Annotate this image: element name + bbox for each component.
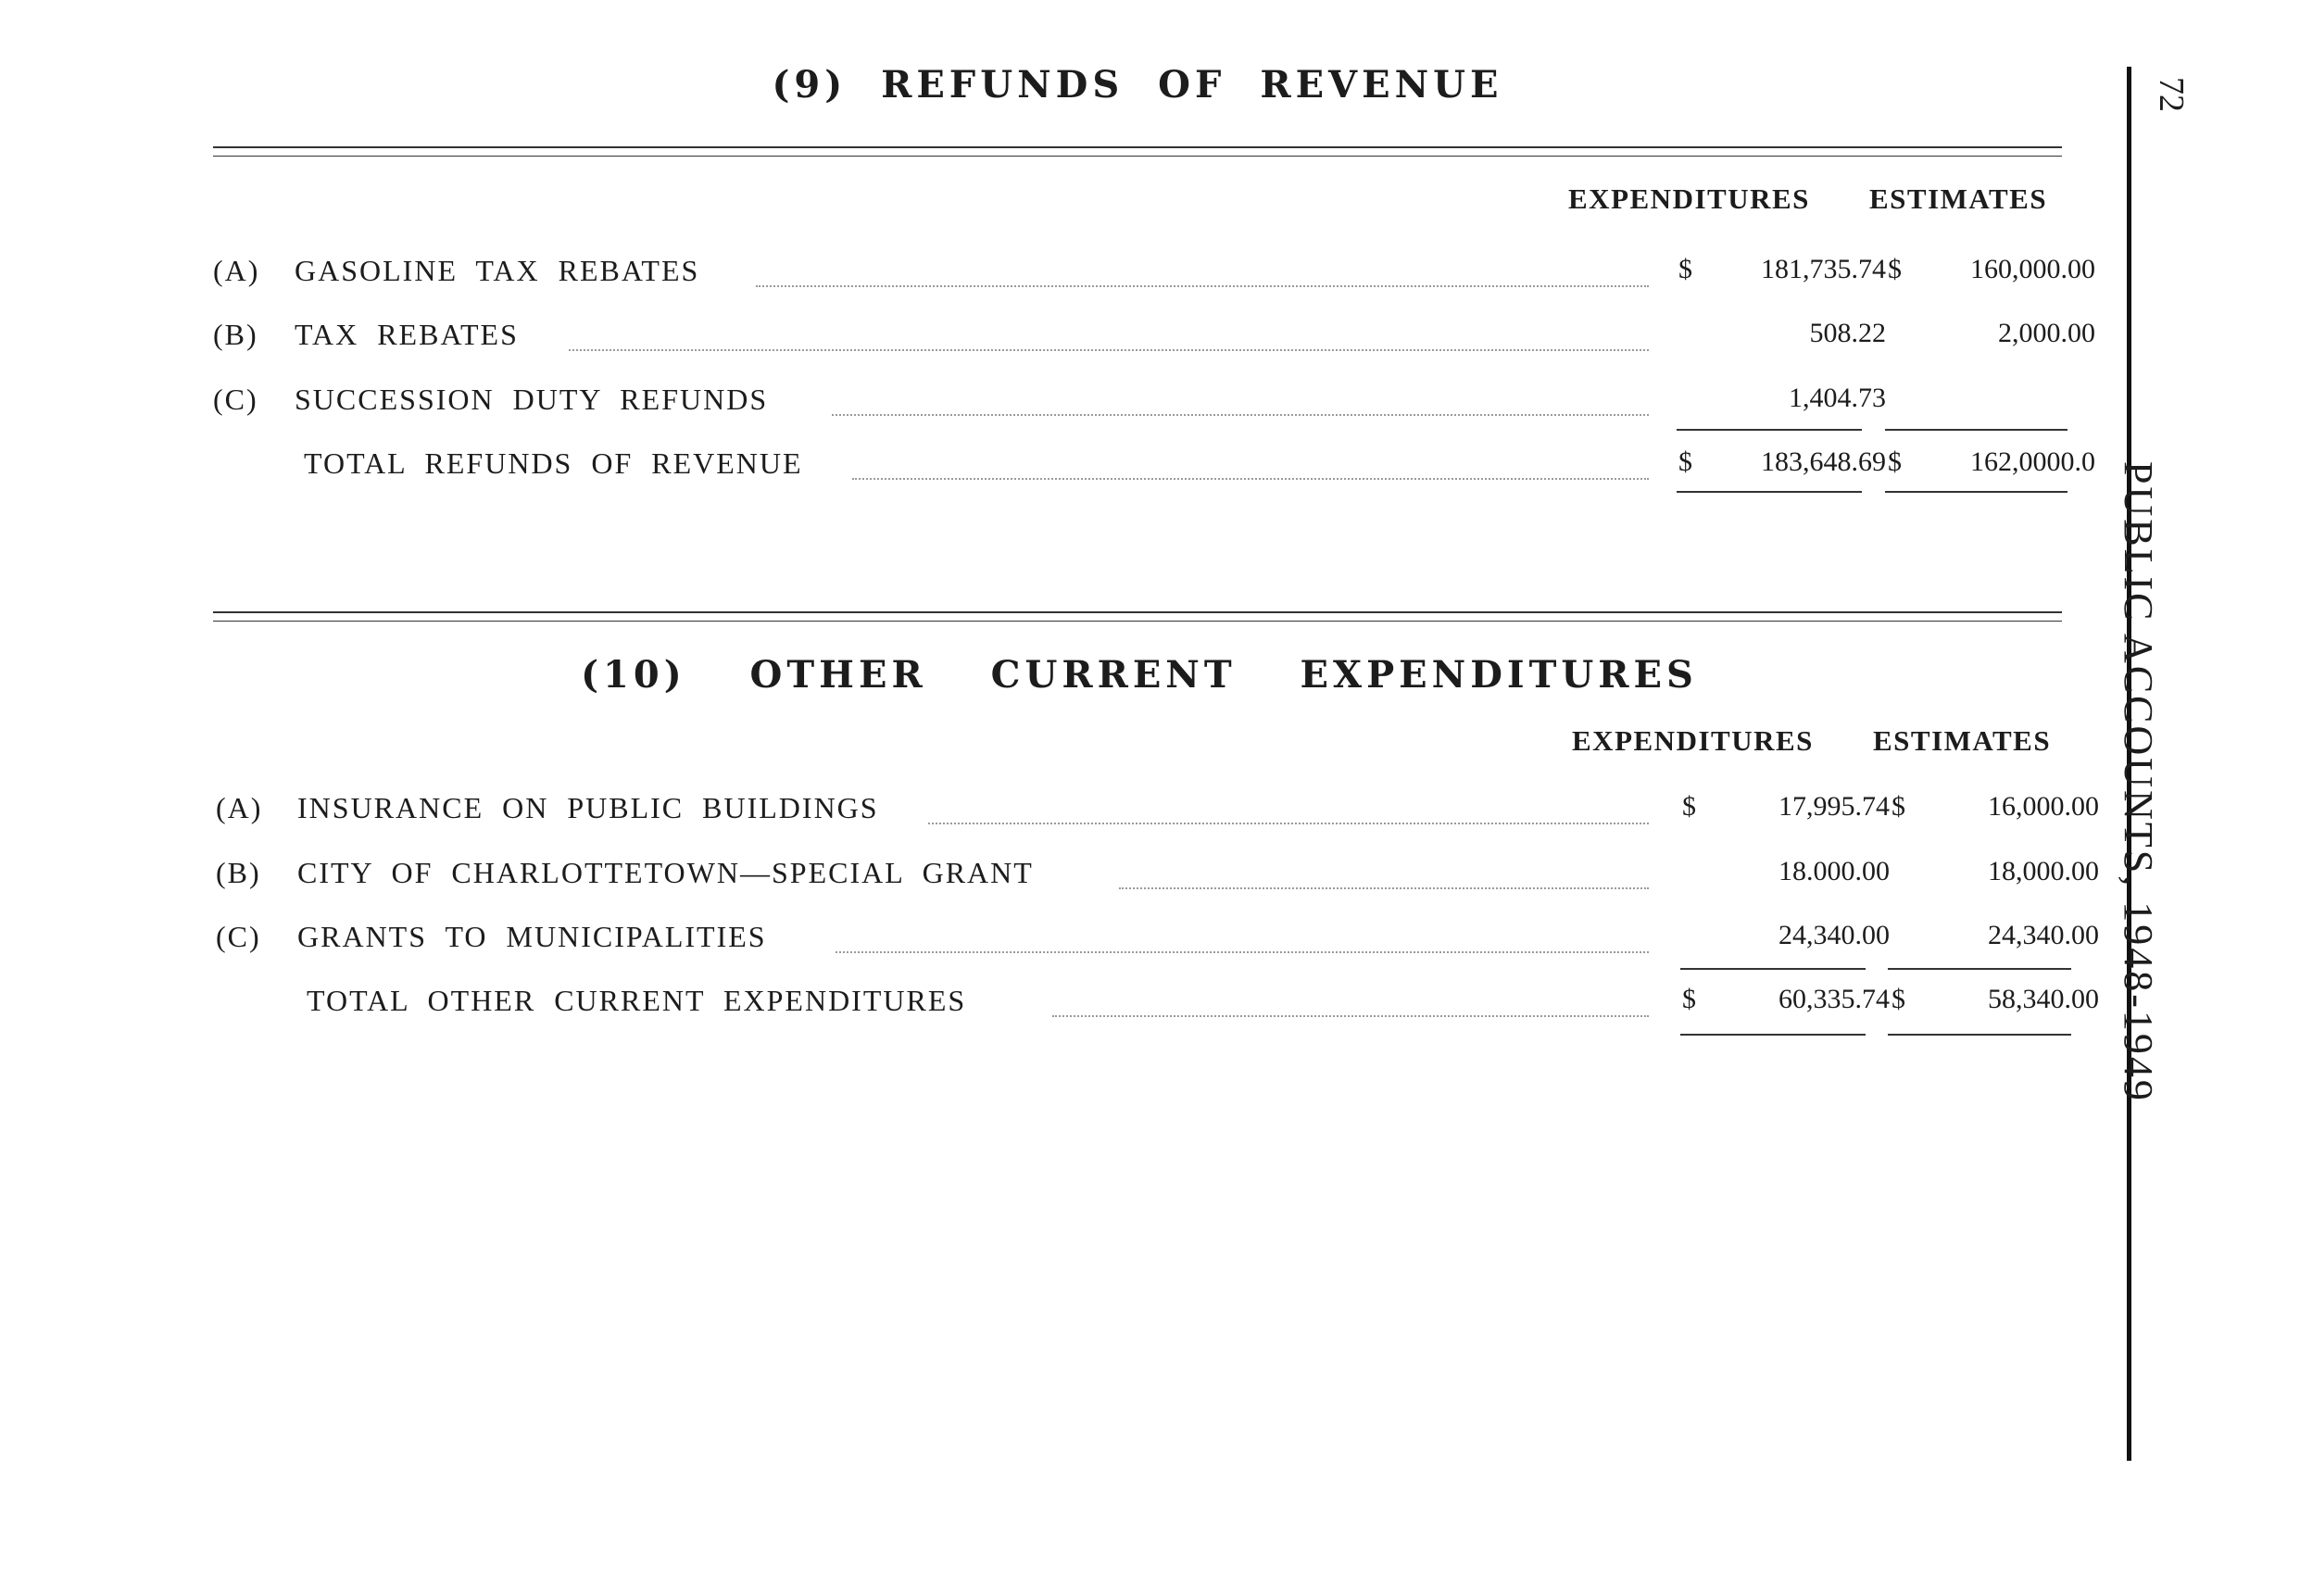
row-letter: (C): [216, 920, 261, 953]
estimates-total: 162,0000.0: [1970, 446, 2095, 477]
expenditures-currency: $: [1678, 254, 1692, 284]
leader-dots: [836, 951, 1649, 953]
section-10-row-c: [213, 920, 2099, 966]
expenditures-value: 1,404.73: [1789, 383, 1886, 413]
estimates-value: 18,000.00: [1988, 856, 2099, 886]
estimates-currency: $: [1892, 791, 1905, 822]
expenditures-value: 17,995.74: [1778, 791, 1890, 822]
section-9-expenditures-subtotal-rule: [1677, 429, 1862, 431]
section-10-top-rule: [213, 611, 2062, 613]
leader-dots: [928, 823, 1649, 824]
section-10-estimates-subtotal-rule: [1888, 968, 2071, 970]
expenditures-total: 60,335.74: [1778, 984, 1890, 1014]
expenditures-currency: $: [1682, 791, 1696, 822]
row-label: TAX REBATES: [295, 318, 519, 351]
estimates-currency: $: [1888, 446, 1902, 477]
running-head: PUBLIC ACCOUNTS, 1948-1949: [2116, 461, 2161, 1103]
row-label: GRANTS TO MUNICIPALITIES: [297, 920, 767, 953]
row-label: CITY OF CHARLOTTETOWN—SPECIAL GRANT: [297, 856, 1034, 889]
section-9-row-c: [213, 383, 2066, 429]
section-10-estimates-header: ESTIMATES: [1873, 724, 2052, 757]
leader-dots: [852, 478, 1649, 480]
section-10-estimates-total-rule: [1888, 1034, 2071, 1036]
expenditures-value: 508.22: [1809, 318, 1886, 348]
section-9-estimates-total-rule: [1885, 491, 2067, 493]
row-label: SUCCESSION DUTY REFUNDS: [295, 383, 769, 416]
estimates-value: 160,000.00: [1970, 254, 2095, 284]
total-label: TOTAL OTHER CURRENT EXPENDITURES: [307, 984, 967, 1017]
estimates-value: 16,000.00: [1988, 791, 2099, 822]
section-10-row-a: [213, 791, 2099, 837]
row-letter: (A): [213, 254, 260, 287]
section-10-expenditures-header: EXPENDITURES: [1572, 724, 1814, 757]
expenditures-total: 183,648.69: [1761, 446, 1886, 477]
expenditures-value: 18.000.00: [1778, 856, 1890, 886]
section-9-row-a: [213, 254, 2095, 300]
row-label: GASOLINE TAX REBATES: [295, 254, 700, 287]
expenditures-currency: $: [1682, 984, 1696, 1014]
expenditures-value: 181,735.74: [1761, 254, 1886, 284]
row-letter: (B): [213, 318, 258, 351]
leader-dots: [569, 349, 1649, 351]
section-9-row-b: [213, 318, 2095, 364]
section-10-row-b: [213, 856, 2099, 902]
estimates-value: 2,000.00: [1998, 318, 2095, 348]
leader-dots: [832, 414, 1649, 416]
row-label: INSURANCE ON PUBLIC BUILDINGS: [297, 791, 879, 824]
row-letter: (A): [216, 791, 263, 824]
section-9-top-rule: [213, 146, 2062, 148]
section-10-expenditures-total-rule: [1680, 1034, 1866, 1036]
page-number: 72: [2152, 77, 2191, 112]
estimates-currency: $: [1892, 984, 1905, 1014]
estimates-value: 24,340.00: [1988, 920, 2099, 950]
row-letter: (B): [216, 856, 261, 889]
expenditures-value: 24,340.00: [1778, 920, 1890, 950]
leader-dots: [1119, 887, 1649, 889]
row-letter: (C): [213, 383, 258, 416]
section-10-expenditures-subtotal-rule: [1680, 968, 1866, 970]
section-10-total-row: [213, 984, 2099, 1030]
leader-dots: [756, 285, 1649, 287]
expenditures-currency: $: [1678, 446, 1692, 477]
total-label: TOTAL REFUNDS OF REVENUE: [304, 446, 803, 480]
section-9-total-row: [213, 446, 2095, 493]
section-9-title: (9) REFUNDS OF REVENUE: [772, 63, 1503, 107]
section-9-expenditures-header: EXPENDITURES: [1568, 182, 1810, 215]
section-9-expenditures-total-rule: [1677, 491, 1862, 493]
section-9-estimates-subtotal-rule: [1885, 429, 2067, 431]
section-9-top-rule-thin: [213, 156, 2062, 157]
estimates-currency: $: [1888, 254, 1902, 284]
section-10-title: (10) OTHER CURRENT EXPENDITURES: [581, 653, 1698, 697]
estimates-total: 58,340.00: [1988, 984, 2099, 1014]
leader-dots: [1052, 1015, 1649, 1017]
section-9-estimates-header: ESTIMATES: [1869, 182, 2048, 215]
section-10-top-rule-thin: [213, 621, 2062, 622]
